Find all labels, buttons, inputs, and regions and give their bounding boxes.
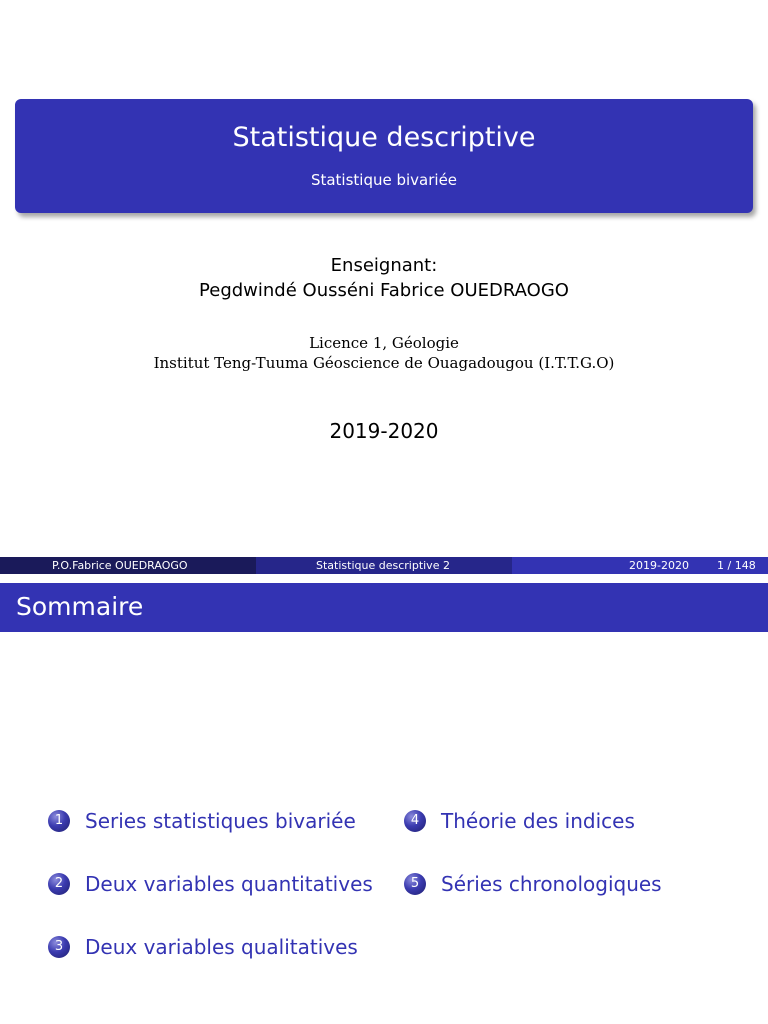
toc-number-ball: 1: [48, 810, 70, 832]
frame-title: Sommaire: [16, 592, 144, 621]
footer-bar: [0, 557, 768, 574]
licence-text: Licence 1, Géologie: [309, 334, 459, 352]
toc-label[interactable]: Deux variables quantitatives: [85, 872, 373, 896]
toc-number-ball: 3: [48, 936, 70, 958]
toc-label[interactable]: Series statistiques bivariée: [85, 809, 356, 833]
teacher-name: Pegdwindé Ousséni Fabrice OUEDRAOGO: [199, 280, 569, 301]
toc-number-ball: 4: [404, 810, 426, 832]
footer-author-segment: [0, 557, 256, 574]
footer-author: P.O.Fabrice OUEDRAOGO: [52, 559, 188, 572]
footer-date: 2019-2020: [629, 559, 689, 572]
toc-number-ball: 5: [404, 873, 426, 895]
institut-text: Institut Teng-Tuuma Géoscience de Ouagadougou (I.T.T.G.O): [153, 354, 615, 372]
page-number: 1 / 148: [717, 559, 756, 572]
academic-year: 2019-2020: [329, 419, 439, 443]
footer-title: Statistique descriptive 2: [316, 559, 450, 572]
footer-date-segment: [512, 557, 768, 574]
teacher-label: Enseignant:: [330, 255, 438, 276]
presentation-title: Statistique descriptive: [232, 122, 536, 153]
toc-label[interactable]: Théorie des indices: [441, 809, 635, 833]
toc-label[interactable]: Deux variables qualitatives: [85, 935, 358, 959]
presentation-subtitle: Statistique bivariée: [310, 171, 458, 189]
footer-title-segment: [256, 557, 512, 574]
toc-label[interactable]: Séries chronologiques: [441, 872, 662, 896]
toc-number-ball: 2: [48, 873, 70, 895]
title-block: [15, 99, 753, 213]
frame-title-bar: [0, 583, 768, 632]
